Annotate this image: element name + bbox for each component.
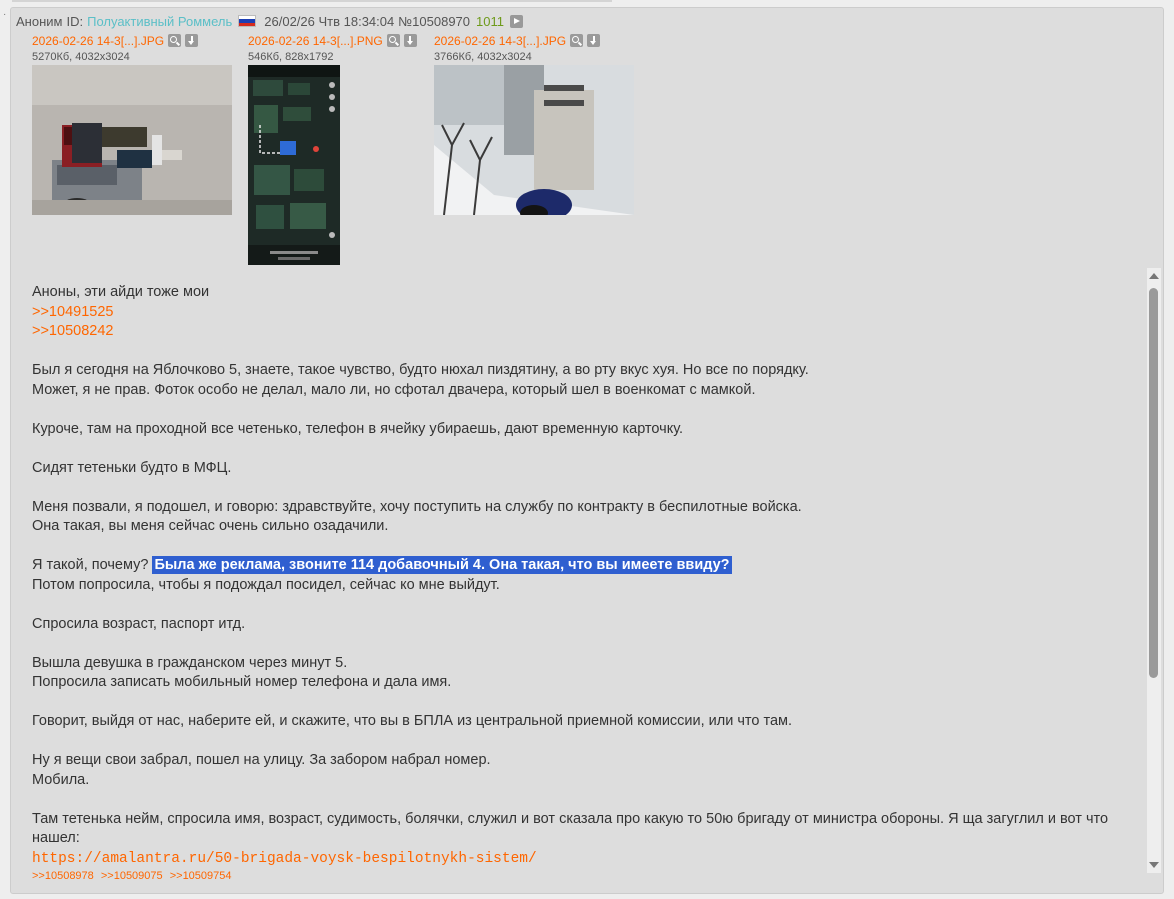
replies-list <box>32 870 236 882</box>
paragraph: Может, я не прав. Фоток особо не делал, мало ли, но сфотал двачера, который шел в военкомат с мамкой. <box>32 381 756 398</box>
file-attachment-2 <box>248 33 417 265</box>
post-body <box>32 283 1122 869</box>
post-number[interactable]: №10508970 <box>398 13 471 29</box>
post-author: Аноним <box>16 13 63 29</box>
search-image-icon[interactable] <box>387 34 400 47</box>
search-image-icon[interactable] <box>570 34 583 47</box>
paragraph: Был я сегодня на Яблочково 5, знаете, такое чувство, будто нюхал пиздятину, а во рту вкус хуя. Но все по порядку. <box>32 362 809 378</box>
scrollbar[interactable] <box>1147 268 1161 873</box>
image-thumbnail[interactable] <box>32 65 232 215</box>
paragraph: Мобила. <box>32 771 90 788</box>
reply-link[interactable]: >>10509754 <box>169 870 232 882</box>
download-icon[interactable] <box>404 34 417 47</box>
external-link[interactable]: https://amalantra.ru/50-brigada-voysk-bespilotnykh-sistem/ <box>32 850 537 867</box>
paragraph: Меня позвали, я подошел, и говорю: здравствуйте, хочу поступить на службу по контракту в беспилотные войска. <box>32 498 802 515</box>
id-label: ID: <box>66 13 84 29</box>
post-reference-link[interactable]: >>10491525 <box>32 303 114 320</box>
file-meta: 546Кб, 828x1792 <box>248 51 334 63</box>
paragraph: Говорит, выйдя от нас, наберите ей, и скажите, что вы в БПЛА из центральной приемной комиссии, или что там. <box>32 713 793 729</box>
post <box>10 7 1164 894</box>
paragraph: Аноны, эти айди тоже мои <box>32 284 210 300</box>
scroll-down-arrow-icon[interactable] <box>1149 862 1159 868</box>
previous-post-border <box>12 0 612 2</box>
paragraph: Сидят тетеньки будто в МФЦ. <box>32 459 232 476</box>
post-header <box>16 12 523 30</box>
file-meta: 3766Кб, 4032x3024 <box>434 51 532 63</box>
download-icon[interactable] <box>185 34 198 47</box>
post-date: 26/02/26 Чтв 18:34:04 <box>264 13 395 29</box>
search-image-icon[interactable] <box>168 34 181 47</box>
image-thumbnail[interactable] <box>434 65 634 215</box>
paragraph: Попросила записать мобильный номер телефона и дала имя. <box>32 674 452 690</box>
paragraph: Ну я вещи свои забрал, пошел на улицу. За забором набрал номер. <box>32 752 491 768</box>
download-icon[interactable] <box>587 34 600 47</box>
paragraph: Она такая, вы меня сейчас очень сильно озадачили. <box>32 518 389 534</box>
post-ordinal: 1011 <box>476 13 504 29</box>
file-name[interactable]: 2026-02-26 14-3[...].PNG <box>248 33 383 48</box>
file-attachment-1 <box>32 33 232 215</box>
reply-link[interactable]: >>10508978 <box>32 870 94 882</box>
post-marker: · <box>3 9 7 20</box>
play-icon[interactable] <box>510 15 523 28</box>
file-name[interactable]: 2026-02-26 14-3[...].JPG <box>32 33 165 48</box>
scroll-up-arrow-icon[interactable] <box>1149 273 1159 279</box>
paragraph <box>32 556 1122 576</box>
file-name[interactable]: 2026-02-26 14-3[...].JPG <box>434 33 567 48</box>
paragraph: Там тетенька нейм, спросила имя, возраст, судимость, болячки, служил и вот сказала про какую то 50ю бригаду от министра обороны. Я ща загуглил и вот что нашел: <box>32 810 1109 846</box>
paragraph: Спросила возраст, паспорт итд. <box>32 615 246 632</box>
file-meta: 5270Кб, 4032x3024 <box>32 51 130 63</box>
plain-text: Я такой, почему? <box>32 557 149 573</box>
post-reference-link[interactable]: >>10508242 <box>32 323 114 339</box>
file-attachment-3 <box>434 33 634 215</box>
reply-link[interactable]: >>10509075 <box>100 870 163 882</box>
text-selection[interactable]: Была же реклама, звоните 114 добавочный 4. Она такая, что вы имеете ввиду? <box>154 557 730 573</box>
paragraph: Вышла девушка в гражданском через минут 5. <box>32 654 348 671</box>
paragraph: Куроче, там на проходной все четенько, телефон в ячейку убираешь, дают временную карточку. <box>32 420 684 437</box>
russia-flag-icon <box>238 15 256 27</box>
image-thumbnail[interactable] <box>248 65 340 265</box>
scrollbar-thumb[interactable] <box>1149 288 1158 678</box>
paragraph: Потом попросила, чтобы я подождал посидел, сейчас ко мне выйдут. <box>32 576 500 593</box>
poster-id[interactable]: Полуактивный Роммель <box>87 13 233 29</box>
